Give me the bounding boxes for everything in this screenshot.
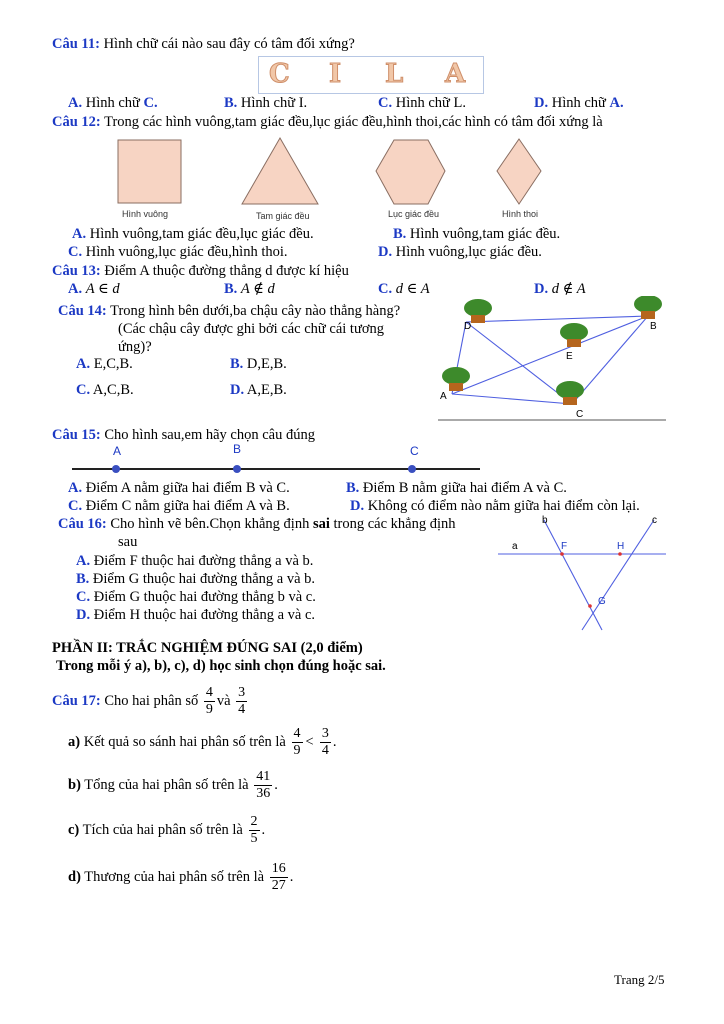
part2-instruction: Trong mỗi ý a), b), c), d) học sinh chọn đúng hoặc sai. [56,658,386,674]
point-label-d: D [464,321,472,332]
q13-option-c[interactable]: C. d ∈ A [378,281,430,297]
q15-option-a[interactable]: A. Điểm A nằm giữa hai điểm B và C. [68,480,290,496]
q17-stem: Câu 17: Cho hai phân số $\frac{4}{9}$ và $\frac{3}{4}$ [52,685,246,718]
q15-option-c[interactable]: C. Điểm C nằm giữa hai điểm A và B. [68,498,290,514]
q14-stem-line3: ứng)? [118,339,152,355]
point-label-h: H [617,541,625,552]
plant-pot-a-icon [442,367,470,391]
triangle-shape [242,138,318,204]
line-label-a: a [512,541,518,552]
q12-option-a[interactable]: A. Hình vuông,tam giác đều,lục giác đều. [72,226,314,242]
q11-option-b[interactable]: B. Hình chữ I. [224,95,308,111]
q16-stem: Câu 16: Cho hình vẽ bên.Chọn khẳng định sai trong các khẳng định [58,516,456,532]
cila-letters-image [258,56,484,94]
rhombus-label: Hình thoi [502,209,539,219]
q13-stem: Câu 13: Điểm A thuộc đường thẳng d được kí hiệu [52,263,349,279]
q14-option-b[interactable]: B. D,E,B. [230,356,287,372]
q17-item-b[interactable]: b) Tổng của hai phân số trên là $\frac{41}{36}$ . [68,769,278,802]
q11-option-a[interactable]: A. Hình chữ C. [68,95,158,111]
q15-option-b[interactable]: B. Điểm B nằm giữa hai điểm A và C. [346,480,567,496]
point-label-g: G [598,596,606,607]
q12-shapes-figure [100,132,560,212]
plant-pot-d-icon [464,299,492,323]
plant-pot-e-icon [560,323,588,347]
q16-option-b[interactable]: B. Điểm G thuộc hai đường thẳng a và b. [76,571,316,587]
q16-option-a[interactable]: A. Điểm F thuộc hai đường thẳng a và b. [76,553,314,569]
q12-stem: Câu 12: Trong các hình vuông,tam giác đều,lục giác đều,hình thoi,các hình có tâm đối xứng là [52,114,603,130]
q11-option-d[interactable]: D. Hình chữ A. [534,95,624,111]
q15-line-figure [70,460,484,480]
q16-option-c[interactable]: C. Điểm G thuộc hai đường thẳng b và c. [76,589,316,605]
triangle-label: Tam giác đều [256,211,310,221]
point-label-e: E [566,351,573,362]
q14-stem: Câu 14: Trong hình bên dưới,ba chậu cây nào thẳng hàng? [58,303,401,319]
q17-item-d[interactable]: d) Thương của hai phân số trên là $\frac{16}{27}$ . [68,861,294,894]
letter-i: I [329,59,346,89]
hexagon-shape [376,140,445,204]
q14-stem-line2: (Các chậu cây được ghi bởi các chữ cái tương [118,321,384,337]
q11-stem: Câu 11: Hình chữ cái nào sau đây có tâm đối xứng? [52,36,355,52]
line-label-c: c [652,515,657,526]
point-label-c: C [576,409,584,420]
line-point-b: B [233,442,242,456]
q17-item-c[interactable]: c) Tích của hai phân số trên là $\frac{2}{5}$ . [68,814,266,847]
q14-option-c[interactable]: C. A,C,B. [76,382,134,398]
q15-stem: Câu 15: Cho hình sau,em hãy chọn câu đúng [52,427,315,443]
rhombus-shape [497,139,541,204]
q17-item-a[interactable]: a) Kết quả so sánh hai phân số trên là $\frac{4}{9}$ < $\frac{3}{4}$ . [68,726,337,759]
plant-pot-c-icon [556,381,584,405]
line-point-a: A [113,444,122,458]
letter-a: A [445,59,470,89]
hexagon-label: Lục giác đều [388,209,440,219]
q13-option-b[interactable]: B. A ∉ d [224,281,275,297]
q12-option-d[interactable]: D. Hình vuông,lục giác đều. [378,244,542,260]
q15-option-d[interactable]: D. Không có điểm nào nằm giữa hai điểm còn lại. [350,498,640,514]
plant-pot-b-icon [634,296,662,319]
q14-option-d[interactable]: D. A,E,B. [230,382,287,398]
q12-option-b[interactable]: B. Hình vuông,tam giác đều. [393,226,561,242]
letter-c: C [269,59,294,89]
q17-fraction-2: $\frac{3}{4}$ [238,685,246,718]
page-number: Trang 2/5 [614,972,665,987]
line-point-c: C [410,444,419,458]
point-label-a: A [440,391,447,402]
q14-plant-pots-figure [436,296,668,426]
q16-stem-line2: sau [118,534,138,550]
q12-option-c[interactable]: C. Hình vuông,lục giác đều,hình thoi. [68,244,288,260]
q17-fraction-1: $\frac{4}{9}$ [205,685,213,718]
line-label-b: b [542,515,548,526]
letter-l: L [385,59,408,89]
q14-option-a[interactable]: A. E,C,B. [76,356,133,372]
q11-option-c[interactable]: C. Hình chữ L. [378,95,467,111]
q16-lines-figure [496,512,668,634]
part2-title: PHẦN II: TRẮC NGHIỆM ĐÚNG SAI (2,0 điểm) [52,640,363,656]
point-label-f: F [561,541,568,552]
point-label-b: B [650,321,657,332]
square-label: Hình vuông [122,209,169,219]
q13-option-d[interactable]: D. d ∉ A [534,281,586,297]
q13-option-a[interactable]: A. A ∈ d [68,281,120,297]
q16-option-d[interactable]: D. Điểm H thuộc hai đường thẳng a và c. [76,607,316,623]
square-shape [118,140,181,203]
